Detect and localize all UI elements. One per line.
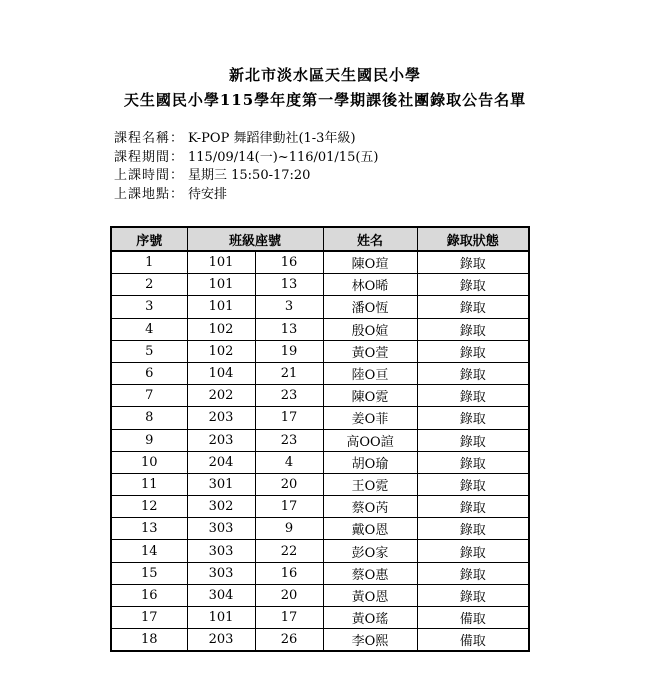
info-value: 待安排 — [188, 186, 228, 202]
cell-name: 李O熙 — [323, 629, 417, 652]
cell-seat: 17 — [255, 607, 323, 629]
cell-status: 錄取 — [417, 340, 529, 362]
table-row — [111, 451, 529, 473]
cell-no: 7 — [111, 385, 187, 407]
table-row — [111, 274, 529, 296]
header-no: 序號 — [111, 227, 187, 251]
table-row — [111, 473, 529, 495]
cell-name: 陳O霓 — [323, 385, 417, 407]
cell-seat: 23 — [255, 385, 323, 407]
header-class-seat: 班級座號 — [187, 227, 323, 251]
cell-status: 錄取 — [417, 362, 529, 384]
info-value: 115/09/14(一)~116/01/15(五) — [188, 149, 379, 165]
cell-seat: 26 — [255, 629, 323, 652]
header-status: 錄取狀態 — [417, 227, 529, 251]
cell-status: 錄取 — [417, 584, 529, 606]
cell-class: 204 — [187, 451, 255, 473]
cell-no: 12 — [111, 496, 187, 518]
table-row — [111, 362, 529, 384]
cell-seat: 20 — [255, 584, 323, 606]
info-course-period — [114, 149, 379, 168]
cell-seat: 17 — [255, 407, 323, 429]
cell-no: 3 — [111, 296, 187, 318]
info-label: 課程名稱： — [114, 131, 185, 146]
table-row — [111, 518, 529, 540]
cell-status: 錄取 — [417, 274, 529, 296]
cell-class: 304 — [187, 584, 255, 606]
cell-name: 蔡O芮 — [323, 496, 417, 518]
cell-status: 錄取 — [417, 296, 529, 318]
table-row — [111, 385, 529, 407]
table-row — [111, 496, 529, 518]
cell-no: 2 — [111, 274, 187, 296]
cell-no: 5 — [111, 340, 187, 362]
cell-seat: 21 — [255, 362, 323, 384]
table-row — [111, 584, 529, 606]
cell-status: 錄取 — [417, 251, 529, 274]
cell-status: 錄取 — [417, 429, 529, 451]
cell-no: 17 — [111, 607, 187, 629]
admission-table — [110, 226, 530, 652]
cell-name: 黃O恩 — [323, 584, 417, 606]
table-row — [111, 629, 529, 652]
table-row — [111, 429, 529, 451]
school-title: 新北市淡水區天生國民小學 — [228, 66, 421, 84]
cell-no: 8 — [111, 407, 187, 429]
cell-name: 黃O瑤 — [323, 607, 417, 629]
cell-class: 303 — [187, 562, 255, 584]
info-value: K-POP 舞蹈律動社(1-3年級) — [188, 131, 356, 146]
table-row — [111, 251, 529, 274]
info-location — [114, 186, 379, 205]
info-label: 上課地點： — [114, 186, 185, 202]
cell-no: 16 — [111, 584, 187, 606]
cell-name: 蔡O惠 — [323, 562, 417, 584]
cell-seat: 9 — [255, 518, 323, 540]
cell-name: 黃O萱 — [323, 340, 417, 362]
cell-no: 18 — [111, 629, 187, 652]
table-header-row — [111, 227, 529, 251]
cell-status: 錄取 — [417, 473, 529, 495]
table-row — [111, 540, 529, 562]
notice-title: 天生國民小學115學年度第一學期課後社團錄取公告名單 — [123, 91, 527, 109]
cell-status: 錄取 — [417, 385, 529, 407]
cell-class: 102 — [187, 318, 255, 340]
cell-no: 10 — [111, 451, 187, 473]
cell-no: 6 — [111, 362, 187, 384]
course-info — [114, 130, 379, 204]
cell-status: 錄取 — [417, 451, 529, 473]
cell-name: 姜O菲 — [323, 407, 417, 429]
table-row — [111, 407, 529, 429]
cell-no: 11 — [111, 473, 187, 495]
cell-class: 102 — [187, 340, 255, 362]
cell-name: 戴O恩 — [323, 518, 417, 540]
cell-class: 203 — [187, 407, 255, 429]
cell-status: 錄取 — [417, 496, 529, 518]
cell-name: 陳O瑄 — [323, 251, 417, 274]
cell-no: 13 — [111, 518, 187, 540]
cell-class: 202 — [187, 385, 255, 407]
cell-status: 錄取 — [417, 318, 529, 340]
cell-name: 林O晞 — [323, 274, 417, 296]
cell-status: 錄取 — [417, 518, 529, 540]
cell-name: 殷O媗 — [323, 318, 417, 340]
table-row — [111, 296, 529, 318]
cell-class: 101 — [187, 607, 255, 629]
cell-class: 302 — [187, 496, 255, 518]
info-class-time — [114, 167, 379, 186]
info-label: 課程期間： — [114, 149, 185, 165]
table-row — [111, 562, 529, 584]
cell-class: 101 — [187, 296, 255, 318]
cell-class: 101 — [187, 274, 255, 296]
info-course-name — [114, 130, 379, 149]
info-label: 上課時間： — [114, 168, 185, 183]
cell-class: 203 — [187, 629, 255, 652]
cell-seat: 13 — [255, 274, 323, 296]
cell-seat: 20 — [255, 473, 323, 495]
cell-seat: 16 — [255, 562, 323, 584]
cell-no: 14 — [111, 540, 187, 562]
cell-no: 1 — [111, 251, 187, 274]
cell-class: 301 — [187, 473, 255, 495]
cell-status: 備取 — [417, 607, 529, 629]
cell-class: 303 — [187, 540, 255, 562]
cell-name: 陸O亘 — [323, 362, 417, 384]
cell-status: 錄取 — [417, 407, 529, 429]
cell-no: 9 — [111, 429, 187, 451]
cell-status: 錄取 — [417, 562, 529, 584]
cell-seat: 4 — [255, 451, 323, 473]
cell-class: 203 — [187, 429, 255, 451]
cell-seat: 16 — [255, 251, 323, 274]
cell-seat: 23 — [255, 429, 323, 451]
cell-class: 101 — [187, 251, 255, 274]
cell-class: 303 — [187, 518, 255, 540]
cell-seat: 17 — [255, 496, 323, 518]
cell-status: 錄取 — [417, 540, 529, 562]
cell-seat: 13 — [255, 318, 323, 340]
table-row — [111, 340, 529, 362]
table-row — [111, 318, 529, 340]
cell-seat: 19 — [255, 340, 323, 362]
cell-status: 備取 — [417, 629, 529, 652]
cell-name: 高OO諠 — [323, 429, 417, 451]
info-value: 星期三 15:50-17:20 — [188, 168, 311, 183]
header-name: 姓名 — [323, 227, 417, 251]
table-body — [111, 251, 529, 651]
cell-seat: 22 — [255, 540, 323, 562]
cell-seat: 3 — [255, 296, 323, 318]
cell-name: 王O霓 — [323, 473, 417, 495]
cell-name: 潘O恆 — [323, 296, 417, 318]
cell-no: 15 — [111, 562, 187, 584]
cell-no: 4 — [111, 318, 187, 340]
cell-name: 胡O瑜 — [323, 451, 417, 473]
table-row — [111, 607, 529, 629]
cell-class: 104 — [187, 362, 255, 384]
cell-name: 彭O家 — [323, 540, 417, 562]
